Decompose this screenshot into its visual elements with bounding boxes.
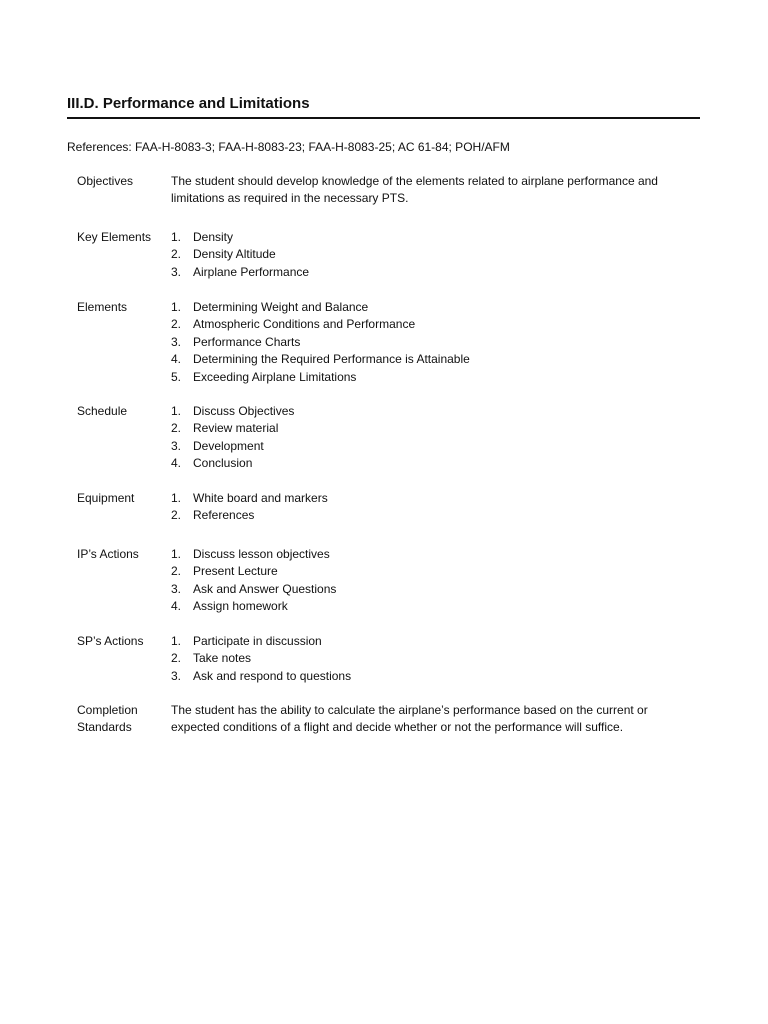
completion-text-line: expected conditions of a flight and decide whether or not the performance will suffice.	[171, 720, 624, 735]
list-item: 1. Discuss lesson objectives	[171, 547, 330, 561]
completion-text-line: The student has the ability to calculate the airplane’s performance based on the current or	[171, 703, 648, 717]
section-label: SP’s Actions	[77, 634, 144, 648]
section-label: Equipment	[77, 491, 135, 505]
section-body	[171, 633, 700, 685]
list-item: 2. Present Lecture	[171, 564, 278, 579]
list-item: 1. White board and markers	[171, 491, 328, 505]
objectives-text-line: The student should develop knowledge of the elements related to airplane performance and	[171, 174, 658, 188]
section-body	[171, 173, 700, 208]
list-item: 3. Development	[171, 438, 264, 453]
list-item: 2. Density Altitude	[171, 247, 276, 262]
list-item: 2. References	[171, 508, 255, 523]
list-item: 1. Discuss Objectives	[171, 404, 295, 418]
objectives-text-line: limitations as required in the necessary PTS.	[171, 191, 409, 206]
list-item: 3. Ask and respond to questions	[171, 668, 352, 683]
list-item: 4. Assign homework	[171, 599, 288, 614]
list-item: 5. Exceeding Airplane Limitations	[171, 369, 357, 384]
list-item: 4. Determining the Required Performance is Attainable	[171, 352, 470, 367]
list-item: 3. Performance Charts	[171, 334, 301, 349]
section-body	[171, 299, 700, 386]
references-line: References: FAA-H-8083-3; FAA-H-8083-23; FAA-H-8083-25; AC 61-84; POH/AFM	[67, 140, 510, 154]
section-label: Schedule	[77, 404, 128, 418]
section-body	[171, 490, 700, 525]
section-label: Key Elements	[77, 230, 152, 244]
section-label: Elements	[77, 300, 128, 314]
list-item: 1. Determining Weight and Balance	[171, 300, 369, 314]
title-underline	[67, 117, 700, 119]
section-body	[171, 403, 700, 473]
section-body	[171, 702, 700, 737]
list-item: 3. Airplane Performance	[171, 264, 310, 279]
section-body	[171, 546, 700, 616]
list-item: 4. Conclusion	[171, 456, 253, 471]
list-item: 1. Participate in discussion	[171, 634, 322, 648]
page-title: III.D. Performance and Limitations	[67, 95, 310, 112]
list-item: 2. Review material	[171, 421, 279, 436]
list-item: 1. Density	[171, 230, 234, 244]
section-label: Objectives	[77, 174, 134, 188]
section-label: IP’s Actions	[77, 547, 139, 561]
list-item: 3. Ask and Answer Questions	[171, 581, 337, 596]
list-item: 2. Take notes	[171, 651, 252, 666]
section-body	[171, 229, 700, 281]
section-label: Completion Standards	[77, 703, 138, 735]
list-item: 2. Atmospheric Conditions and Performance	[171, 317, 416, 332]
